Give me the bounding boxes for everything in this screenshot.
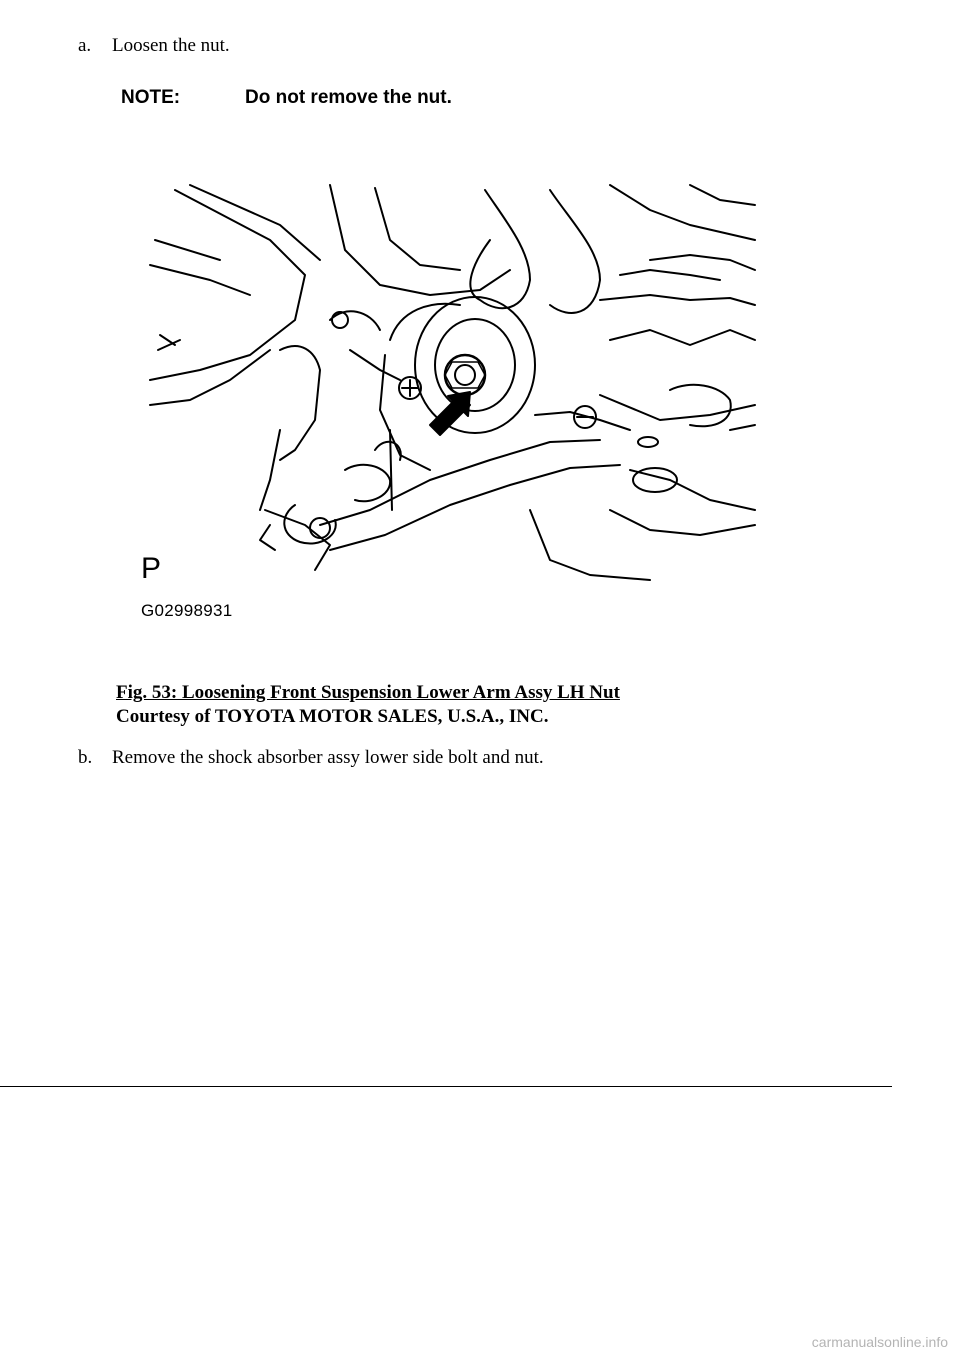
suspension-illustration-icon <box>130 180 770 590</box>
page-divider <box>0 1086 892 1087</box>
caption-title: Fig. 53: Loosening Front Suspension Lower Arm Assy LH Nut <box>116 682 620 703</box>
step-a <box>78 34 230 58</box>
figure-caption <box>116 682 620 728</box>
step-text: Remove the shock absorber assy lower side bolt and nut. <box>112 747 544 768</box>
step-b <box>78 746 544 770</box>
figure-letter-stamp: P <box>141 552 162 585</box>
step-marker: a. <box>78 35 92 56</box>
figure-illustration <box>130 180 770 630</box>
watermark: carmanualsonline.info <box>811 1334 948 1350</box>
step-text: Loosen the nut. <box>112 35 230 56</box>
note <box>121 86 452 110</box>
caption-credit: Courtesy of TOYOTA MOTOR SALES, U.S.A., INC. <box>116 706 549 727</box>
note-text: Do not remove the nut. <box>245 87 452 108</box>
figure-id-stamp: G02998931 <box>141 601 233 620</box>
note-label: NOTE: <box>121 87 181 108</box>
step-marker: b. <box>78 747 93 768</box>
